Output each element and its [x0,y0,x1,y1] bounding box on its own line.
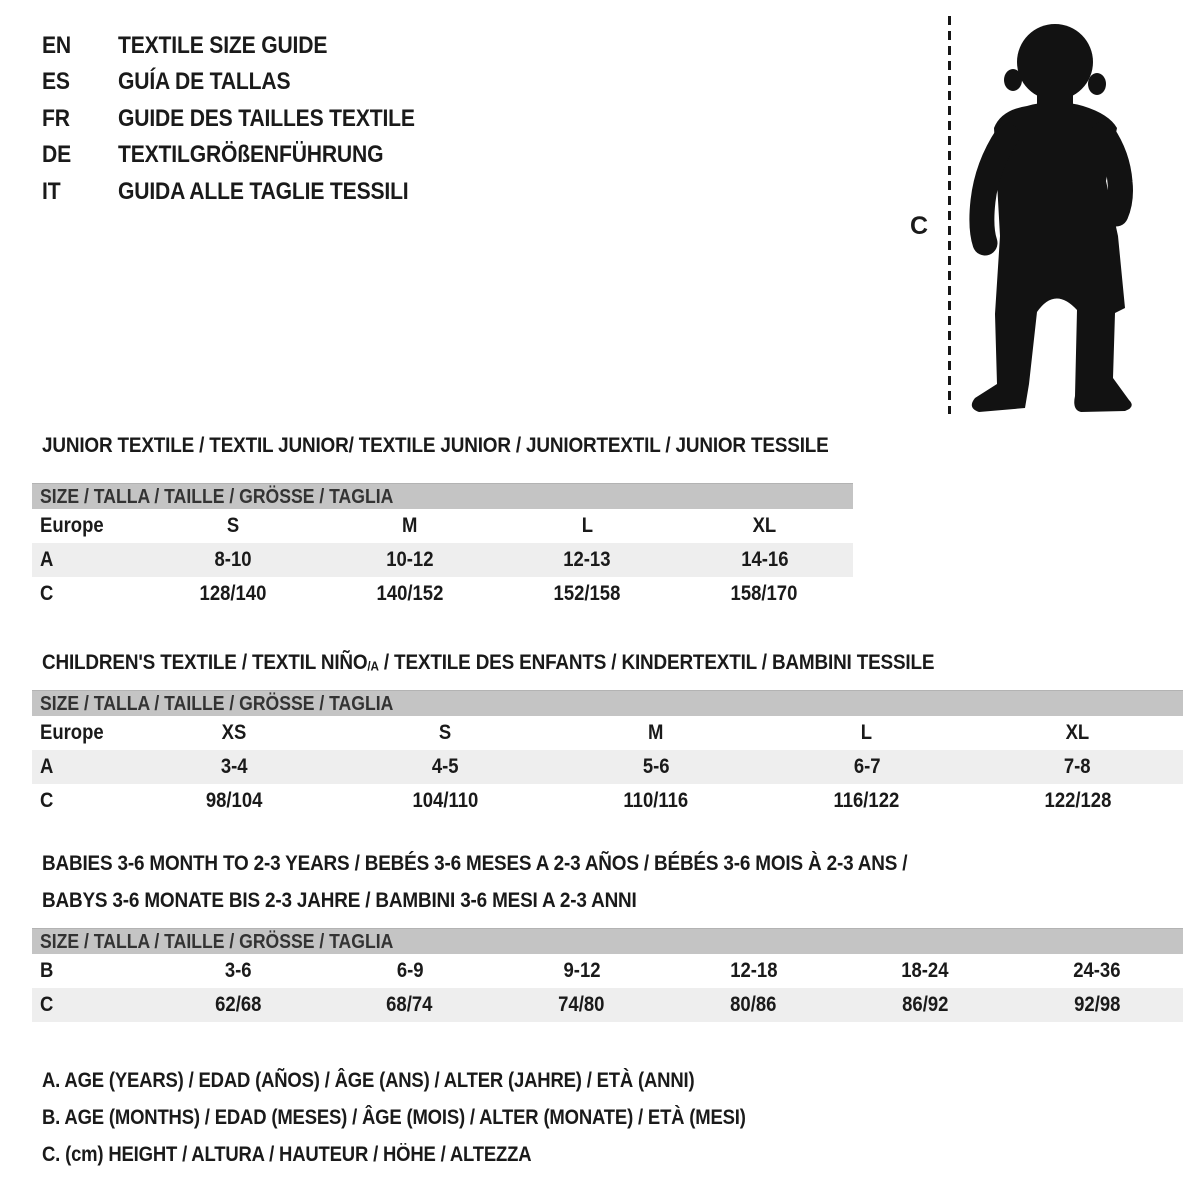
children-size-table [32,690,1183,818]
guide-title-es: GUÍA DE TALLAS [118,68,291,96]
junior-table-rows [32,509,853,611]
size-cell: 3-4 [221,755,248,778]
table-row-europe [32,716,1183,750]
height-measure-label: C [910,212,929,240]
size-cell: 86/92 [902,993,949,1016]
size-cell: 128/140 [199,582,267,605]
size-cell: S [439,721,452,744]
size-cell: 104/110 [412,789,479,812]
size-cell: 74/80 [558,993,605,1016]
table-row-c [32,988,1183,1022]
size-cell: 9-12 [563,959,601,982]
table-row-c [32,784,1183,818]
size-cell: 5-6 [642,755,670,778]
size-cell: 18-24 [901,959,949,982]
table-row-europe [32,509,853,543]
measurement-legend [42,1062,842,1173]
guide-title-en: TEXTILE SIZE GUIDE [118,32,328,59]
language-code: IT [42,177,61,205]
legend-line-a: A. AGE (YEARS) / EDAD (AÑOS) / ÂGE (ANS) / ALTER (JAHRE) / ETÀ (ANNI) [42,1069,695,1092]
table-row-a [32,750,1183,784]
nino-a-subscript: /A [367,658,379,674]
size-cell: 14-16 [740,548,789,571]
size-cell: 12-13 [563,548,611,571]
table-row-c [32,577,853,611]
row-label: Europe [40,721,104,744]
row-label: B [40,959,54,982]
size-cell: S [226,514,239,537]
language-row-it [42,174,455,210]
junior-section-title: JUNIOR TEXTILE / TEXTIL JUNIOR/ TEXTILE JUNIOR / JUNIORTEXTIL / JUNIOR TESSILE [42,433,829,457]
size-header-bar: SIZE / TALLA / TAILLE / GRÖSSE / TAGLIA [32,483,853,509]
size-cell: 110/116 [623,789,689,812]
language-row-de [42,137,455,173]
babies-section-title: BABIES 3-6 MONTH TO 2-3 YEARS / BEBÉS 3-6 MESES A 2-3 AÑOS / BÉBÉS 3-6 MOIS À 2-3 ANS / BABYS 3-6 MONATE BIS 2-3 JAHRE / BAMBINI 3-6 MESI A 2-3 ANNI [42,851,908,912]
language-code: DE [42,141,71,169]
table-row-b [32,954,1183,988]
children-section-title: CHILDREN'S TEXTILE / TEXTIL NIÑO/A / TEXTILE DES ENFANTS / KINDERTEXTIL / BAMBINI TESSILE [42,650,935,674]
language-code: FR [42,104,70,132]
language-title-list [42,28,455,210]
guide-title-it: GUIDA ALLE TAGLIE TESSILI [118,177,409,205]
size-cell: 8-10 [214,548,252,571]
size-header-bar: SIZE / TALLA / TAILLE / GRÖSSE / TAGLIA [32,690,1183,716]
size-cell: 158/170 [730,582,798,605]
row-label: C [40,993,54,1016]
row-label: A [40,755,54,778]
row-label: C [40,789,54,812]
size-cell: 92/98 [1073,993,1121,1016]
guide-title-de: TEXTILGRÖßENFÜHRUNG [118,141,384,169]
legend-line-b: B. AGE (MONTHS) / EDAD (MESES) / ÂGE (MOIS) / ALTER (MONATE) / ETÀ (MESI) [42,1106,746,1129]
row-label: C [40,582,54,605]
size-cell: M [648,721,664,744]
toddler-shape-group [972,24,1132,412]
language-row-en [42,28,455,64]
size-cell: 122/128 [1044,789,1111,812]
babies-table-rows [32,954,1183,1022]
row-label: A [40,548,54,571]
toddler-silhouette-icon [966,16,1138,416]
height-measure-dashed-line [948,16,951,414]
size-cell: 152/158 [553,582,621,605]
size-cell: XL [752,514,777,537]
right-ear-shape [1088,73,1106,95]
size-cell: M [402,514,418,537]
size-cell: 80/86 [730,993,777,1016]
babies-size-table [32,928,1183,1022]
language-code: EN [42,32,71,59]
size-cell: 3-6 [224,959,252,982]
size-cell: 6-9 [396,959,424,982]
language-row-es [42,64,455,100]
size-cell: 68/74 [386,993,433,1016]
children-table-rows [32,716,1183,818]
size-header-bar: SIZE / TALLA / TAILLE / GRÖSSE / TAGLIA [32,928,1183,954]
junior-size-table [32,483,853,611]
legend-line-c: C. (cm) HEIGHT / ALTURA / HAUTEUR / HÖHE / ALTEZZA [42,1143,532,1166]
language-code: ES [42,68,70,96]
left-ear-shape [1004,69,1022,91]
size-cell: 140/152 [376,582,444,605]
language-row-fr [42,101,455,137]
row-label: Europe [40,514,104,537]
size-cell: XS [222,721,247,744]
toddler-silhouette-svg [966,16,1138,416]
table-row-a [32,543,853,577]
size-cell: 116/122 [833,789,900,812]
size-cell: L [581,514,593,537]
size-cell: XL [1065,721,1090,744]
size-cell: 4-5 [431,755,459,778]
guide-title-fr: GUIDE DES TAILLES TEXTILE [118,104,415,132]
size-cell: 24-36 [1073,959,1121,982]
size-cell: 98/104 [206,789,263,812]
size-cell: 10-12 [386,548,434,571]
size-cell: 12-18 [729,959,778,982]
size-cell: 62/68 [214,993,262,1016]
size-cell: L [861,721,873,744]
size-cell: 6-7 [853,755,881,778]
size-cell: 7-8 [1064,755,1091,778]
